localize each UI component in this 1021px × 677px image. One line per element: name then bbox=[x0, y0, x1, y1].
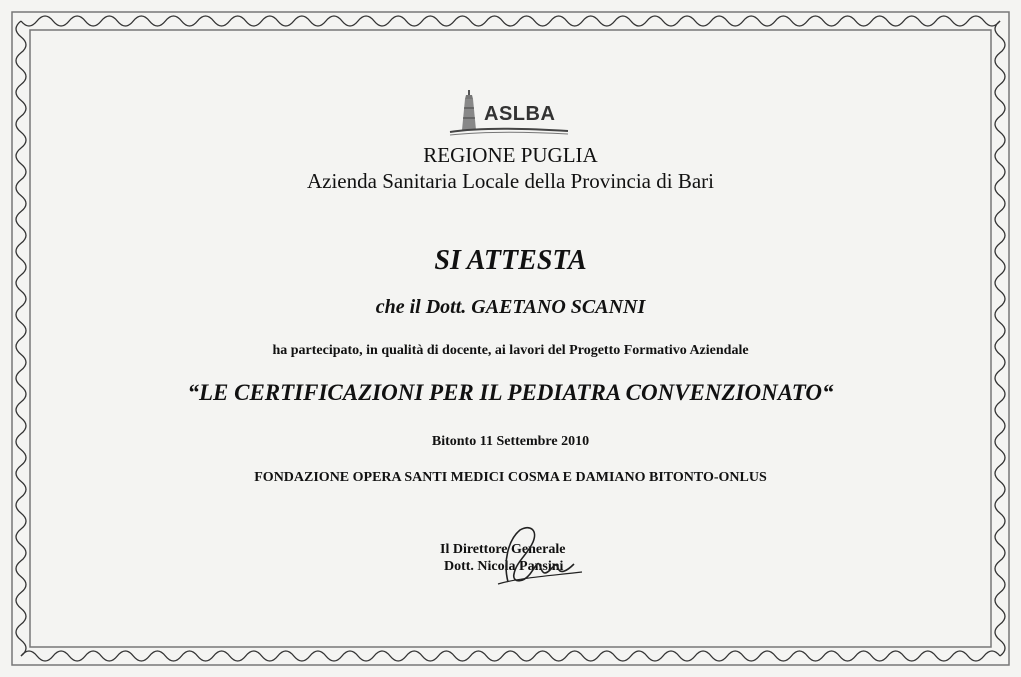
venue-name: FONDAZIONE OPERA SANTI MEDICI COSMA E DAMIANO BITONTO-ONLUS bbox=[254, 470, 767, 485]
region-name: REGIONE PUGLIA bbox=[423, 143, 598, 167]
project-title: “LE CERTIFICAZIONI PER IL PEDIATRA CONVENZIONATO“ bbox=[187, 380, 834, 405]
logo-text: ASLBA bbox=[484, 103, 556, 125]
certificate-heading: SI ATTESTA bbox=[434, 245, 587, 276]
aslba-logo bbox=[448, 86, 570, 138]
handwritten-signature bbox=[478, 522, 588, 590]
signatory-title: Il Direttore Generale bbox=[440, 542, 566, 557]
health-authority-name: Azienda Sanitaria Locale della Provincia di Bari bbox=[306, 169, 714, 193]
recipient-line: che il Dott. GAETANO SCANNI bbox=[375, 296, 646, 318]
event-date: Bitonto 11 Settembre 2010 bbox=[431, 434, 590, 449]
participation-text: ha partecipato, in qualità di docente, ai lavori del Progetto Formativo Aziendale bbox=[272, 343, 749, 358]
signatory-name: Dott. Nicola Pansini bbox=[444, 559, 564, 574]
